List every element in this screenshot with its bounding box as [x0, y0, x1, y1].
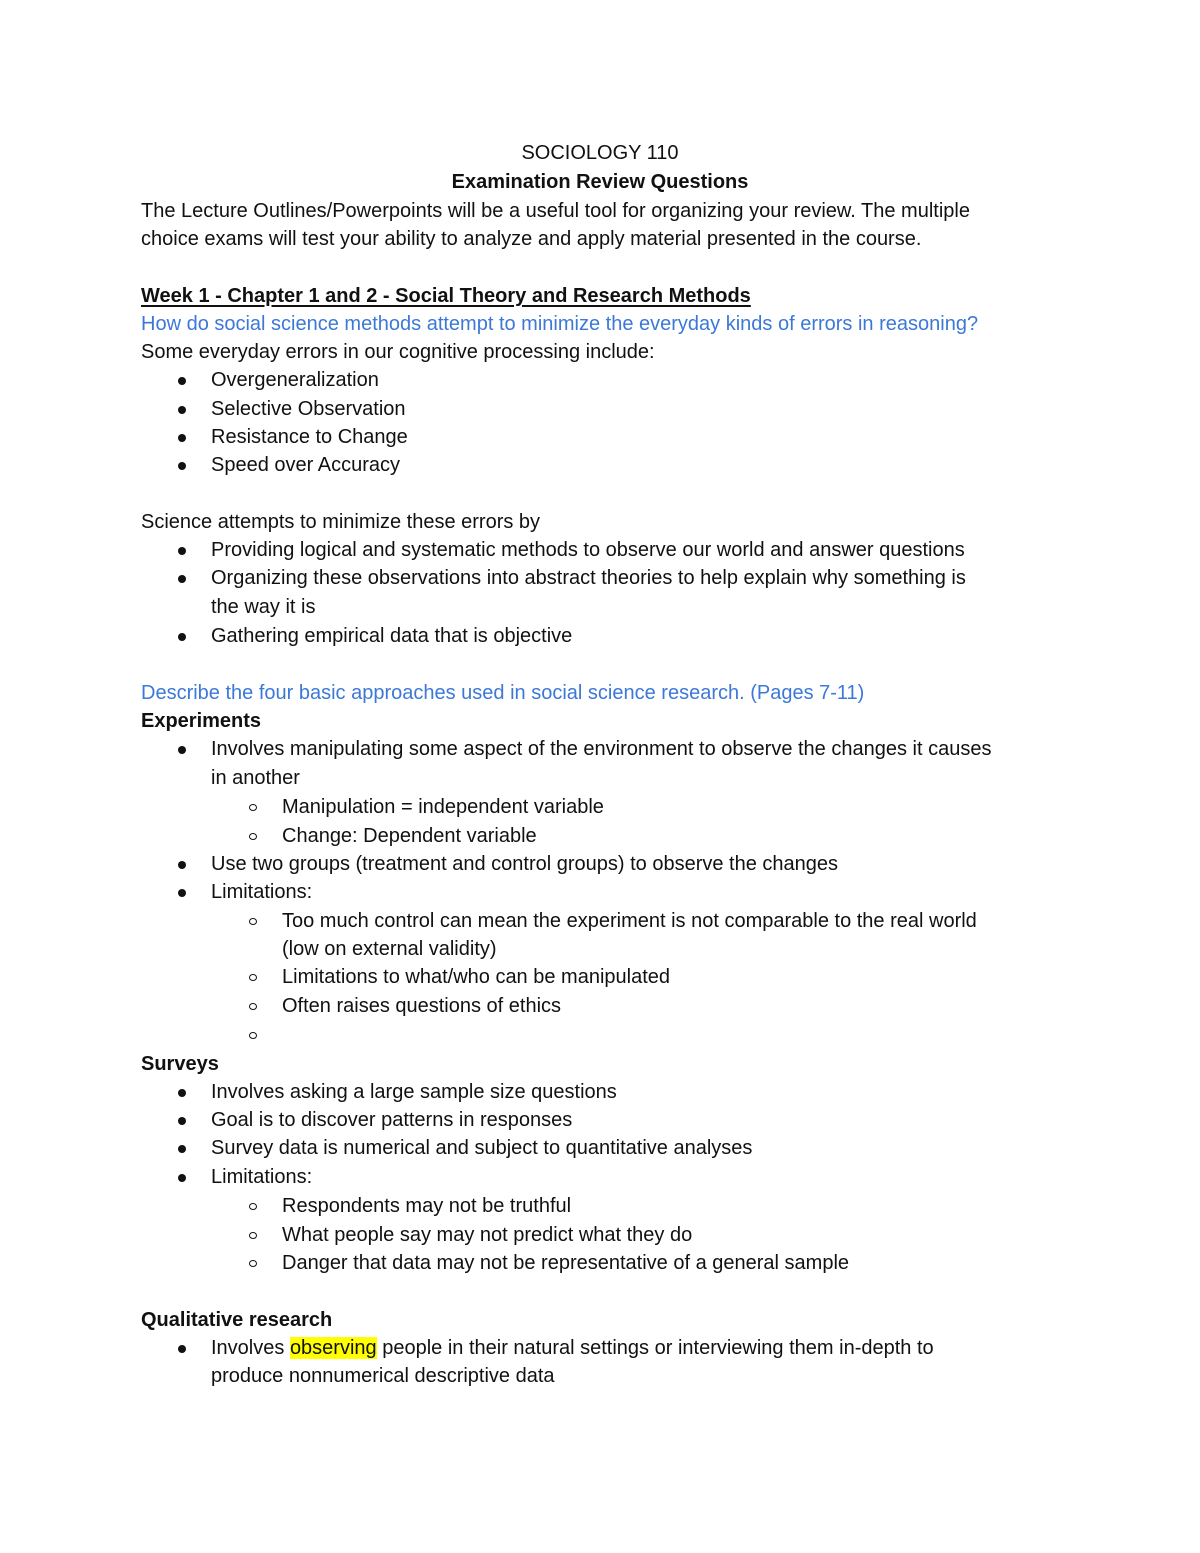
sub-list-item: Manipulation = independent variable: [282, 796, 604, 818]
bullet-icon: [178, 377, 186, 385]
bullet-icon: [178, 1089, 186, 1097]
bullet-icon: [178, 889, 186, 897]
sub-list-item: Often raises questions of ethics: [282, 995, 562, 1017]
list-item: Resistance to Change: [211, 426, 408, 448]
list-item: Selective Observation: [211, 398, 406, 420]
list-item: Limitations:: [211, 1166, 313, 1188]
sub-bullet-icon: [249, 804, 257, 811]
document-subtitle: Examination Review Questions: [451, 171, 749, 193]
list-item-continuation: the way it is: [211, 596, 316, 618]
list-item: Providing logical and systematic methods to observe our world and answer questions: [211, 539, 965, 561]
list-item-text: Involves: [211, 1337, 290, 1359]
bullet-icon: [178, 406, 186, 414]
list-item: Limitations:: [211, 881, 313, 903]
qualitative-heading: Qualitative research: [141, 1309, 333, 1331]
list-item: Survey data is numerical and subject to quantitative analyses: [211, 1137, 753, 1159]
science-intro: Science attempts to minimize these errors by: [141, 511, 541, 533]
sub-list-item: Change: Dependent variable: [282, 825, 537, 847]
list-item-text: people in their natural settings or interviewing them in-depth to: [376, 1337, 934, 1359]
experiments-heading: Experiments: [141, 710, 262, 732]
list-item: Gathering empirical data that is objective: [211, 625, 573, 647]
bullet-icon: [178, 1345, 186, 1353]
list-item: Overgeneralization: [211, 369, 379, 391]
sub-list-item-continuation: (low on external validity): [282, 938, 497, 960]
errors-intro: Some everyday errors in our cognitive processing include:: [141, 341, 655, 363]
bullet-icon: [178, 1117, 186, 1125]
sub-bullet-icon: [249, 1260, 257, 1267]
intro-text-line-2: choice exams will test your ability to analyze and apply material presented in the course.: [141, 228, 922, 250]
review-question-2: Describe the four basic approaches used in social science research. (Pages 7-11): [141, 682, 865, 704]
list-item-continuation: produce nonnumerical descriptive data: [211, 1365, 555, 1387]
list-item: Involves asking a large sample size questions: [211, 1081, 617, 1103]
sub-list-item: Too much control can mean the experiment is not comparable to the real world: [282, 910, 977, 932]
sub-list-item: Respondents may not be truthful: [282, 1195, 572, 1217]
bullet-icon: [178, 1145, 186, 1153]
bullet-icon: [178, 1174, 186, 1182]
list-item: Use two groups (treatment and control groups) to observe the changes: [211, 853, 839, 875]
sub-bullet-icon: [249, 1203, 257, 1210]
review-question-1: How do social science methods attempt to minimize the everyday kinds of errors in reasoning?: [141, 313, 979, 335]
sub-list-item: What people say may not predict what they do: [282, 1224, 693, 1246]
list-item: Organizing these observations into abstract theories to help explain why something is: [211, 567, 966, 589]
sub-bullet-icon: [249, 918, 257, 925]
highlighted-word: observing: [289, 1337, 377, 1359]
bullet-icon: [178, 746, 186, 754]
sub-list-item: Limitations to what/who can be manipulated: [282, 966, 671, 988]
intro-text-line-1: The Lecture Outlines/Powerpoints will be a useful tool for organizing your review. The multiple: [141, 200, 970, 222]
sub-bullet-icon: [249, 974, 257, 981]
sub-bullet-icon: [249, 1003, 257, 1010]
bullet-icon: [178, 861, 186, 869]
sub-bullet-icon: [249, 1232, 257, 1239]
course-title: SOCIOLOGY 110: [521, 142, 679, 164]
bullet-icon: [178, 633, 186, 641]
list-item-continuation: in another: [211, 767, 300, 789]
surveys-heading: Surveys: [141, 1053, 219, 1075]
list-item: Involves manipulating some aspect of the environment to observe the changes it causes: [211, 738, 992, 760]
sub-list-item: Danger that data may not be representative of a general sample: [282, 1252, 850, 1274]
bullet-icon: [178, 434, 186, 442]
list-item: [211, 1334, 934, 1362]
week-1-heading: Week 1 - Chapter 1 and 2 - Social Theory and Research Methods: [141, 285, 751, 307]
list-item: Speed over Accuracy: [211, 454, 400, 476]
sub-bullet-icon: [249, 1032, 257, 1039]
sub-bullet-icon: [249, 833, 257, 840]
list-item: Goal is to discover patterns in responses: [211, 1109, 573, 1131]
bullet-icon: [178, 575, 186, 583]
bullet-icon: [178, 462, 186, 470]
bullet-icon: [178, 547, 186, 555]
